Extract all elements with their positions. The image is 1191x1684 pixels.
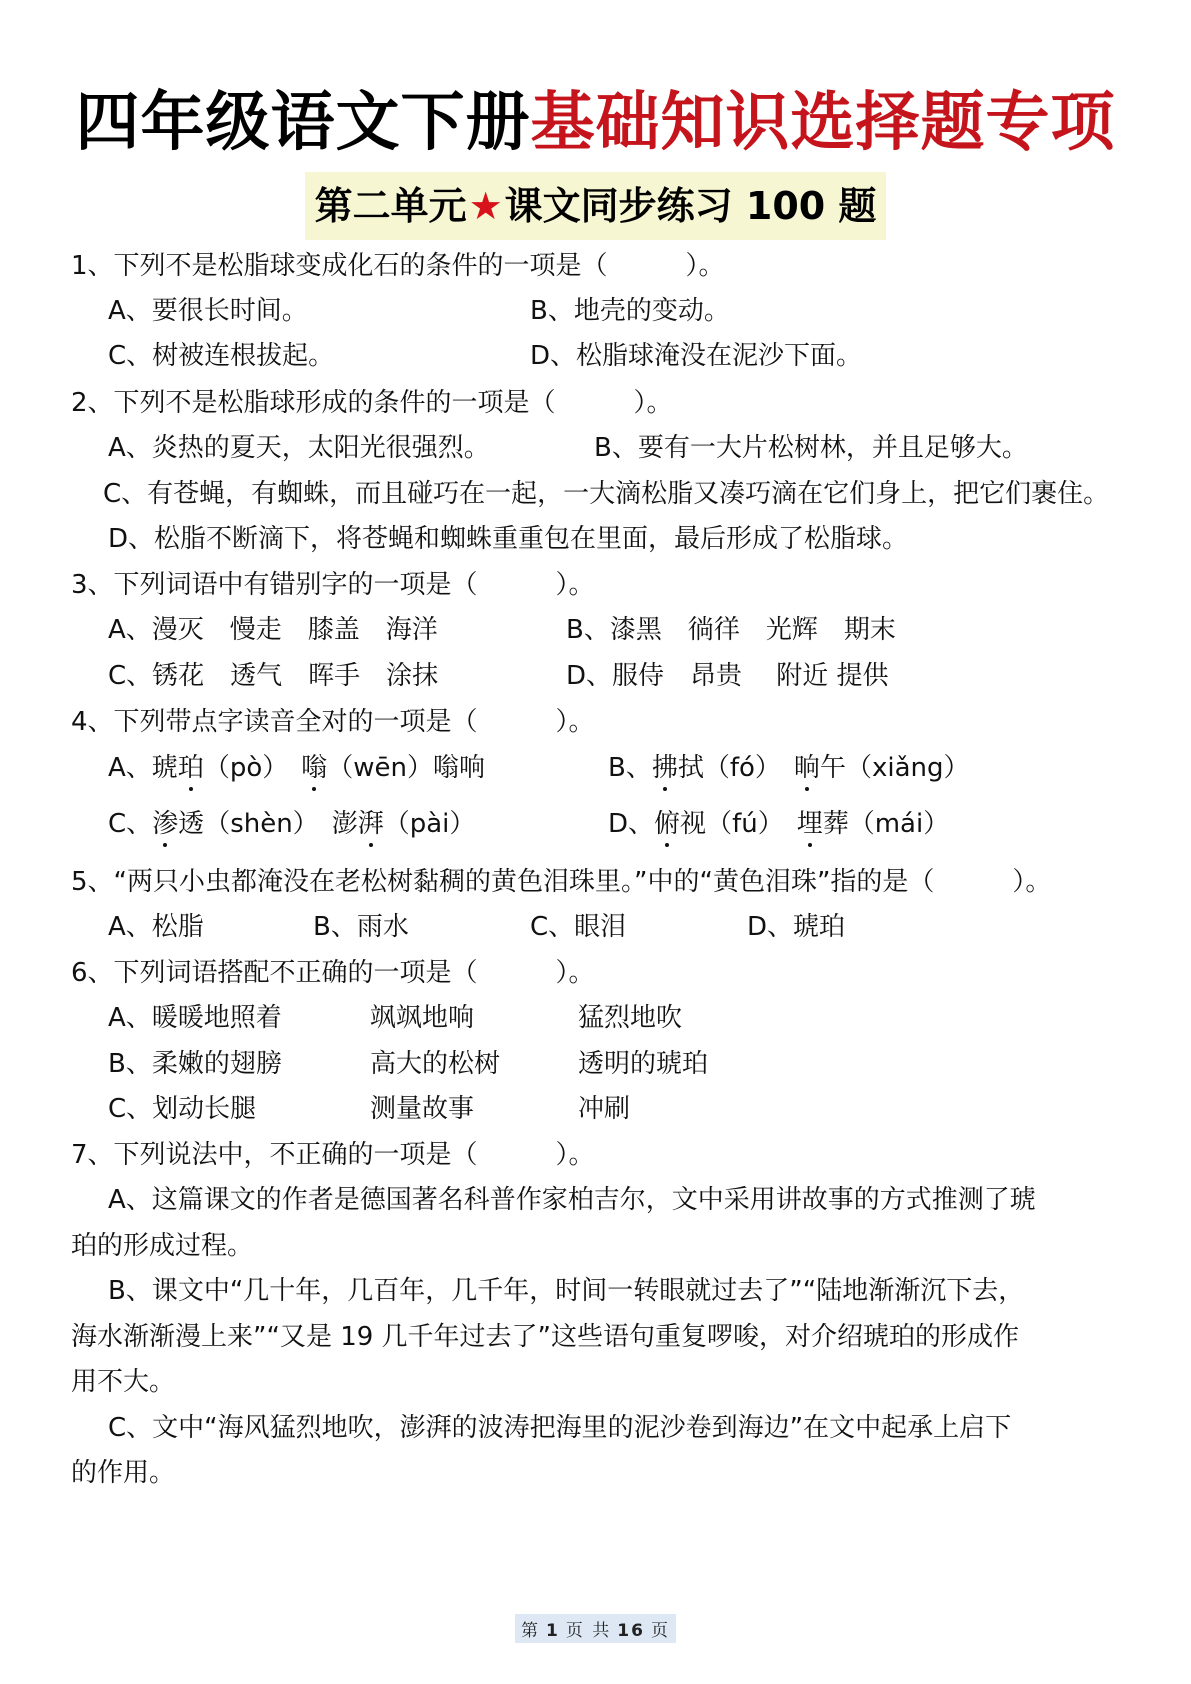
question-2-option-b: B、要有一大片松树林，并且足够大。 (594, 433, 1028, 463)
dotted-char: 晌 (793, 753, 820, 783)
title-red-part: 基础知识选择题专项 (530, 86, 1116, 160)
page-prefix: 第 (521, 1621, 541, 1641)
question-7-option-b-line-3: 用不大。 (71, 1367, 176, 1397)
word-char: 葬 (822, 809, 849, 839)
pinyin: （fó） (703, 753, 794, 783)
question-6-option-a-3: 猛烈地吹 (578, 1003, 683, 1033)
question-1-option-a: A、要很长时间。 (108, 296, 308, 326)
question-2-option-a: A、炎热的夏天，太阳光很强烈。 (108, 433, 490, 463)
question-4-option-c (108, 808, 475, 840)
question-2-stem: 2、下列不是松脂球形成的条件的一项是（ ）。 (71, 388, 673, 418)
question-7-option-c-line-2: 的作用。 (71, 1458, 176, 1488)
total-pages-number: 16 (617, 1621, 645, 1641)
question-4-option-d (608, 808, 949, 840)
question-7-option-a-line-1: A、这篇课文的作者是德国著名科普作家柏吉尔，文中采用讲故事的方式推测了琥 (108, 1185, 1036, 1215)
subtitle-banner (0, 172, 1191, 240)
page-title (0, 78, 1191, 168)
question-1-option-c: C、树被连根拔起。 (108, 341, 335, 371)
word-char: 视 (680, 809, 707, 839)
question-5-option-c: C、眼泪 (530, 912, 627, 942)
dotted-char: 拂 (651, 753, 678, 783)
pinyin: （fú） (706, 809, 797, 839)
pinyin: （mái） (848, 809, 950, 839)
option-label: D、 (608, 809, 655, 839)
title-black-part: 四年级语文下册 (75, 86, 531, 160)
question-1-option-d: D、松脂球淹没在泥沙下面。 (530, 341, 863, 371)
question-3-option-d: D、服侍 昂贵 附近 提供 (566, 661, 889, 691)
question-3-option-b: B、漆黑 徜徉 光辉 期末 (566, 615, 896, 645)
question-5-stem: 5、“两只小虫都淹没在老松树黏稠的黄色泪珠里。”中的“黄色泪珠”指的是（ ）。 (71, 867, 1052, 897)
current-page-number: 1 (546, 1621, 560, 1641)
page-indicator (515, 1614, 676, 1643)
dotted-char: 湃 (357, 809, 384, 839)
question-1-stem: 1、下列不是松脂球变成化石的条件的一项是（ ）。 (71, 251, 725, 281)
question-7-option-b-line-2: 海水渐渐漫上来”“又是 19 几千年过去了”这些语句重复啰唆，对介绍琥珀的形成作 (71, 1322, 1020, 1352)
pinyin: （pò） (203, 753, 302, 783)
subtitle-description: 课文同步练习 100 题 (504, 184, 877, 228)
word-char: 琥 (151, 753, 178, 783)
page-middle: 页 共 (565, 1621, 612, 1641)
dotted-char: 嗡 (301, 753, 328, 783)
question-7-option-b-line-1: B、课文中“几十年，几百年，几千年，时间一转眼就过去了”“陆地渐渐沉下去， (108, 1276, 1025, 1306)
question-6-option-a-1: A、暖暖地照着 (108, 1003, 282, 1033)
option-label: C、 (108, 809, 153, 839)
question-6-stem: 6、下列词语搭配不正确的一项是（ ）。 (71, 958, 595, 988)
question-4-option-a (108, 752, 485, 784)
option-label: A、 (108, 753, 152, 783)
question-7-stem: 7、下列说法中，不正确的一项是（ ）。 (71, 1140, 595, 1170)
question-4-stem: 4、下列带点字读音全对的一项是（ ）。 (71, 707, 595, 737)
question-6-option-c-3: 冲刷 (578, 1094, 631, 1124)
question-6-option-c-1: C、划动长腿 (108, 1094, 257, 1124)
option-label: B、 (608, 753, 652, 783)
word-char: 午 (819, 753, 846, 783)
question-7-option-c-line-1: C、文中“海风猛烈地吹，澎湃的波涛把海里的泥沙卷到海边”在文中起承上启下 (108, 1413, 1012, 1443)
question-6-option-b-2: 高大的松树 (370, 1049, 501, 1079)
page-suffix: 页 (650, 1621, 670, 1641)
subtitle (305, 172, 887, 240)
word-char: 透 (178, 809, 205, 839)
question-3-option-c: C、锈花 透气 晖手 涂抹 (108, 661, 439, 691)
question-6-option-b-3: 透明的琥珀 (578, 1049, 709, 1079)
question-5-option-d: D、琥珀 (747, 912, 846, 942)
question-2-option-d: D、松脂不断滴下，将苍蝇和蜘蛛重重包在里面，最后形成了松脂球。 (108, 524, 909, 554)
subtitle-unit: 第二单元 (314, 184, 467, 228)
question-5-option-b: B、雨水 (313, 912, 409, 942)
question-6-option-a-2: 飒飒地响 (370, 1003, 475, 1033)
star-icon: ★ (468, 184, 503, 228)
pinyin: （xiǎng） (845, 753, 970, 783)
question-7-option-a-line-2: 珀的形成过程。 (71, 1231, 254, 1261)
question-6-option-c-2: 测量故事 (370, 1094, 475, 1124)
dotted-char: 渗 (152, 809, 179, 839)
question-6-option-b-1: B、柔嫩的翅膀 (108, 1049, 282, 1079)
word-char: 澎 (331, 809, 358, 839)
question-5-option-a: A、松脂 (108, 912, 204, 942)
dotted-char: 埋 (796, 809, 823, 839)
pinyin: （shèn） (204, 809, 332, 839)
question-1-option-b: B、地壳的变动。 (530, 296, 730, 326)
pinyin: （pài） (383, 809, 476, 839)
pinyin: （wēn）嗡响 (327, 753, 486, 783)
question-3-stem: 3、下列词语中有错别字的一项是（ ）。 (71, 570, 595, 600)
question-2-option-c: C、有苍蝇，有蜘蛛，而且碰巧在一起，一大滴松脂又凑巧滴在它们身上，把它们裹住。 (103, 479, 1110, 509)
page-footer (0, 1614, 1191, 1643)
dotted-char: 珀 (177, 753, 204, 783)
question-3-option-a: A、漫灭 慢走 膝盖 海洋 (108, 615, 438, 645)
question-4-option-b (608, 752, 970, 784)
word-char: 拭 (677, 753, 704, 783)
dotted-char: 俯 (654, 809, 681, 839)
